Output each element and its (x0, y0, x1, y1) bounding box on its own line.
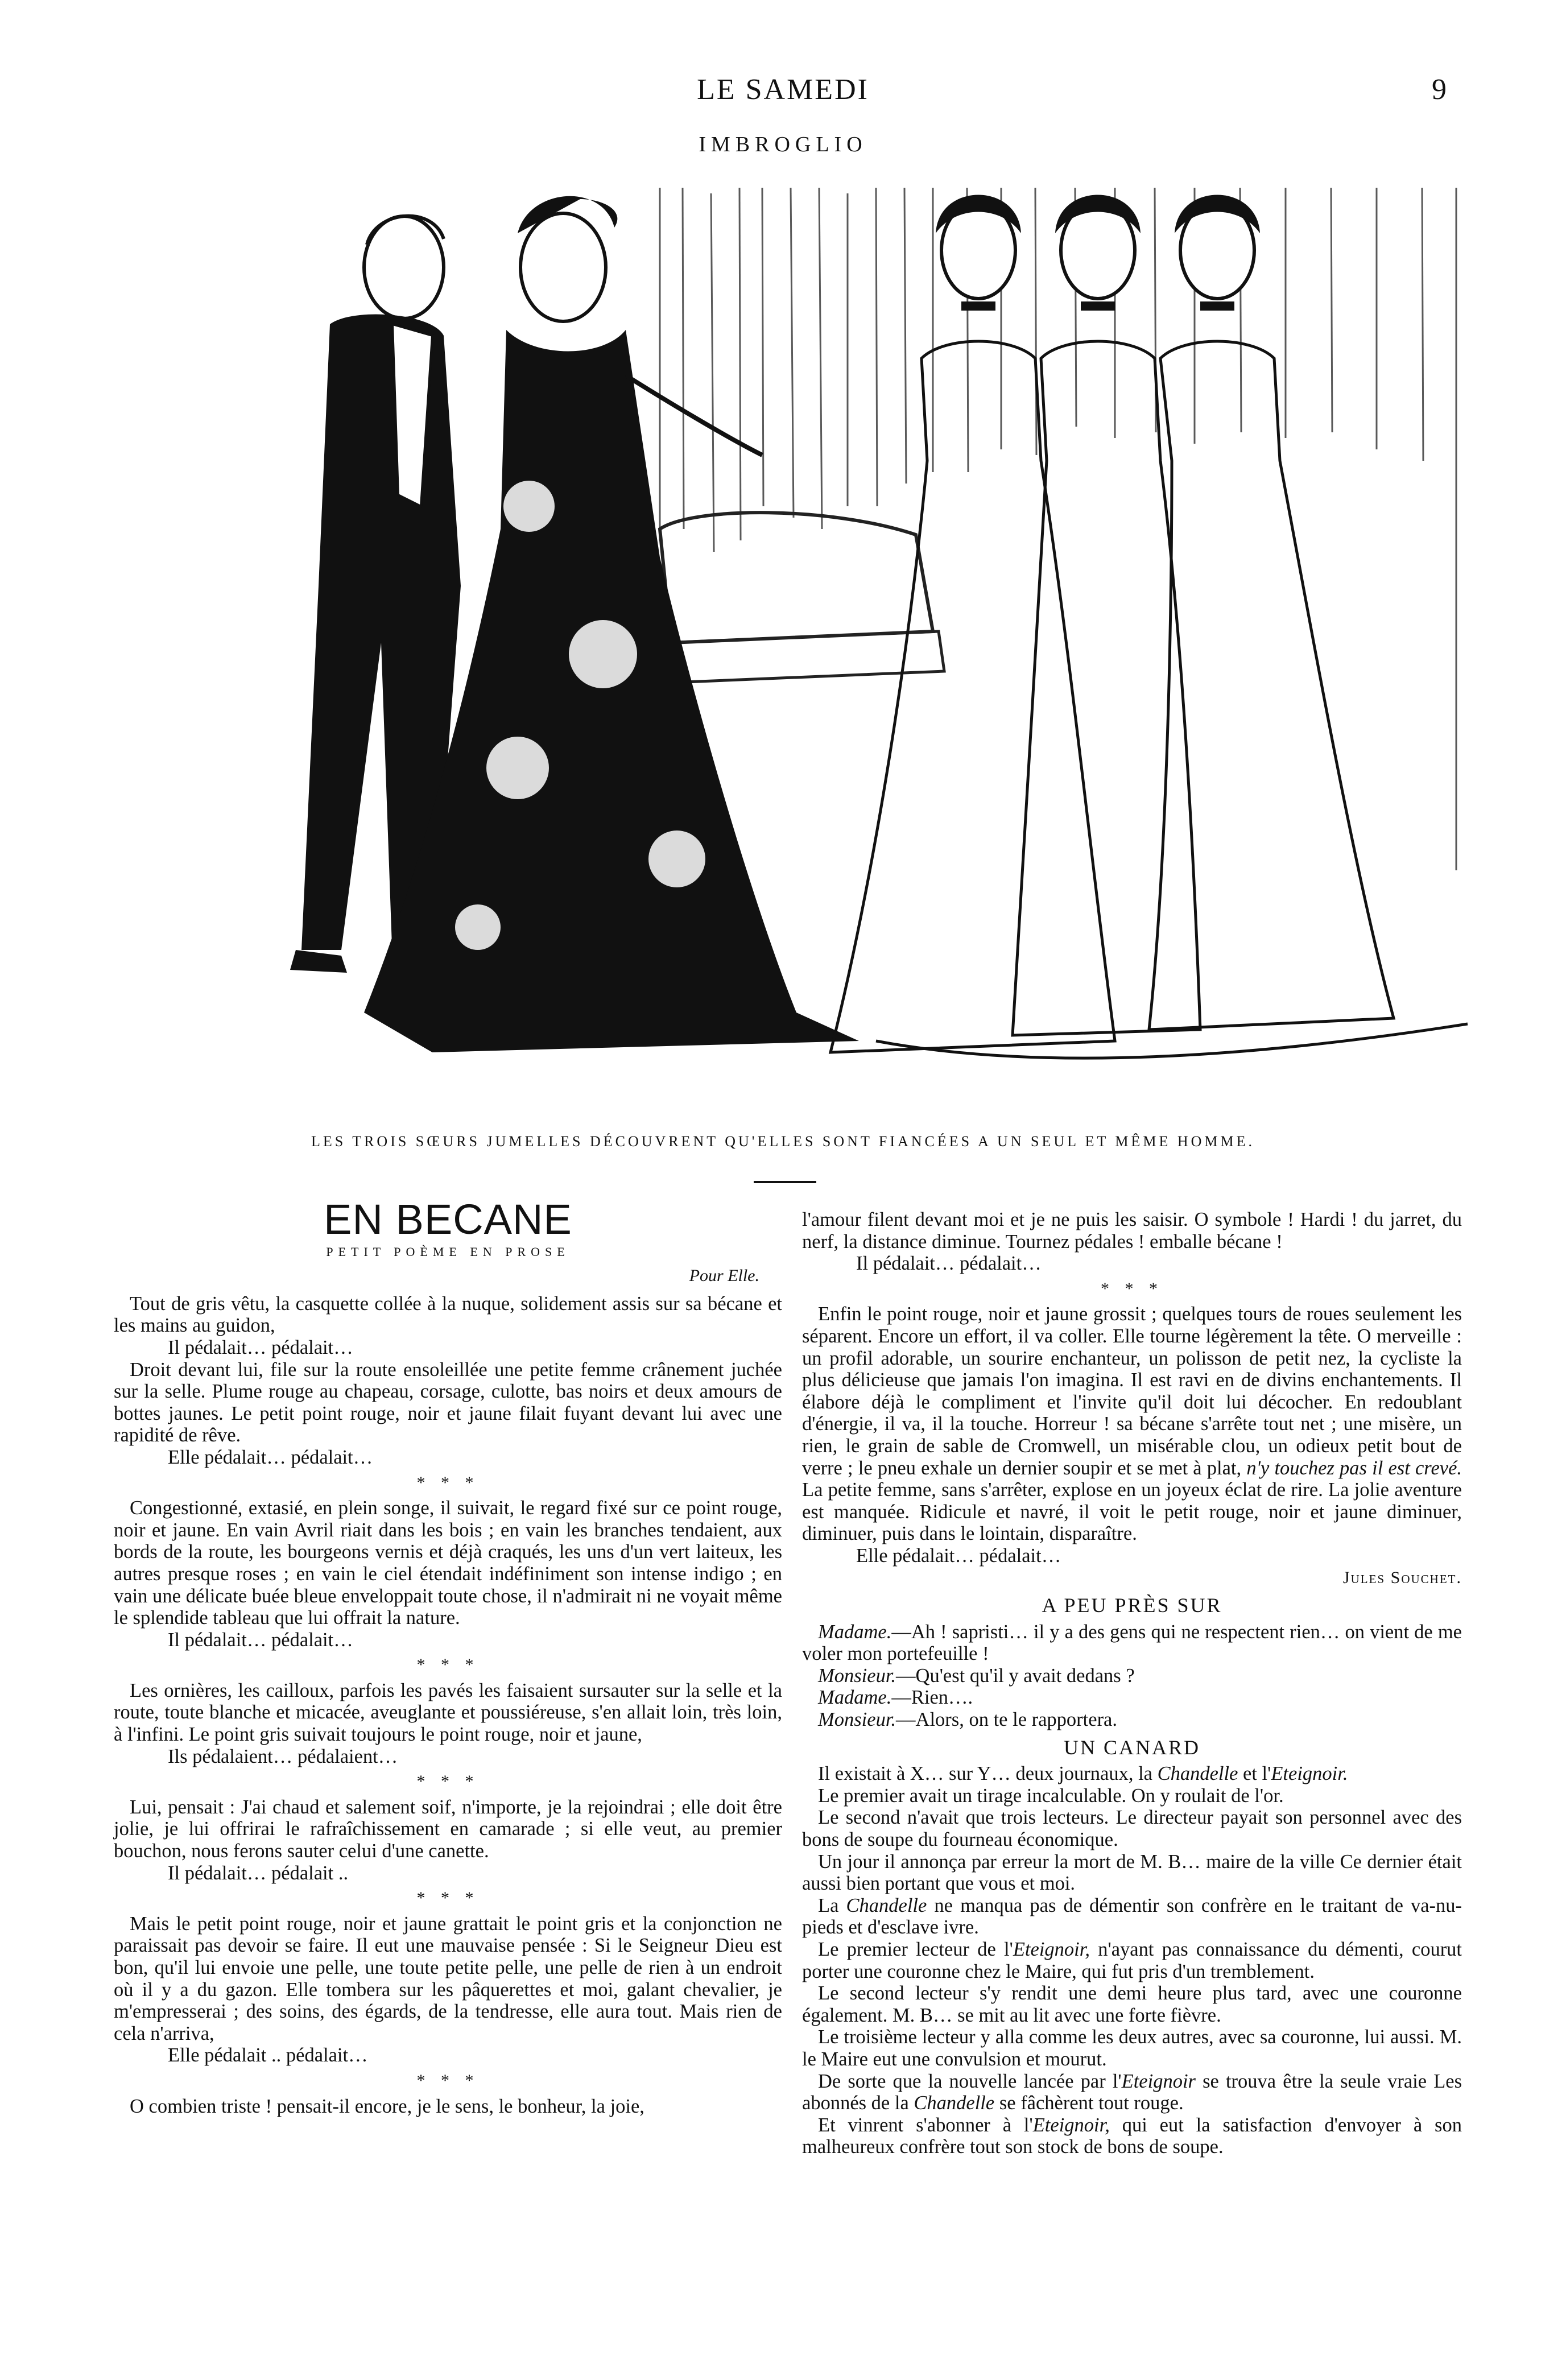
italic-run: Chandelle (846, 1894, 927, 1916)
article-title: UN CANARD (1063, 1736, 1200, 1759)
paragraph: Un jour il annonça par erreur la mort de M. B… maire de la ville Ce dernier était aussi bien portant que vous et moi. (802, 1850, 1462, 1895)
text-run: Et vinrent s'abonner à l' (818, 2114, 1033, 2136)
dialogue-line (802, 1709, 1462, 1731)
refrain: Il pédalait… pédalait… (856, 1253, 1042, 1275)
text-run: ne manqua pas de démentir son confrère en le traitant de va-nu-pieds et d'esclave ivre. (802, 1894, 1462, 1939)
author-signature: Jules Souchet. (1342, 1568, 1462, 1587)
speaker: Madame. (818, 1621, 892, 1643)
italic-run: Eteignoir. (1271, 1763, 1348, 1785)
refrain: Elle pédalait… pédalait… (856, 1544, 1061, 1567)
speaker: Monsieur. (818, 1709, 896, 1731)
dialogue-line (802, 1665, 1462, 1687)
italic-run: Chandelle (1157, 1763, 1238, 1785)
paragraph (802, 1303, 1462, 1545)
refrain: Elle pédalait… pédalait… (168, 1446, 373, 1468)
refrain: Ils pédalaient… pédalaient… (168, 1745, 398, 1767)
text-run: Le premier lecteur de l' (818, 1939, 1013, 1960)
section-separator: * * * (1101, 1279, 1163, 1298)
paragraph: Lui, pensait : J'ai chaud et salement soif, n'importe, je la rejoindrai ; elle doit être jolie, je lui offrirai le rafraîchissement en camarade ; si elle veut, au premier bouchon, nous ferons sauter celui d'une canette. (114, 1796, 782, 1862)
refrain: Il pédalait… pédalait… (168, 1629, 353, 1651)
paragraph: Le second lecteur s'y rendit une demi heure plus tard, avec une couronne également. M. B… se mit au lit avec une forte fièvre. (802, 1982, 1462, 2026)
section-separator: * * * (416, 2071, 480, 2090)
text-run: Il existait à X… sur Y… deux journaux, la (818, 1763, 1152, 1785)
line-text: —Rien…. (891, 1687, 973, 1709)
text-run: qui eut la satisfaction d'envoyer à son malheureux confrère tout son stock de bons de soupe. (802, 2114, 1462, 2158)
paragraph (802, 2114, 1462, 2158)
paragraph: Tout de gris vêtu, la casquette collée à la nuque, solidement assis sur sa bécane et les mains au guidon, (114, 1292, 782, 1337)
section-separator: * * * (416, 1772, 480, 1791)
italic-run: Eteignoir, (1032, 2114, 1110, 2136)
text-run: se fâchèrent tout rouge. (999, 2092, 1184, 2114)
article-subtitle: PETIT POÈME EN PROSE (326, 1244, 570, 1259)
line-text: —Qu'est qu'il y avait dedans ? (896, 1664, 1135, 1687)
paragraph: Congestionné, extasié, en plein songe, il suivait, le regard fixé sur ce point rouge, noir et jaune. En vain Avril riait dans les bois ; en vain les branches tendaient, aux bords de la route, les bourgeons vernis et déjà craqués, les uns d'un vert laiteux, les autres presque roses ; en vain le ciel étendait indéfiniment son intense indigo ; en vain une délicate buée bleue enveloppait toute chose, il n'admirait ni ne voyait même le splendide tableau que lui offrait la nature. (114, 1497, 782, 1629)
italic-run: Eteignoir (1121, 2070, 1196, 2092)
refrain: Il pédalait… pédalait… (168, 1336, 353, 1358)
engraving-illustration-icon (262, 188, 1490, 1115)
article-title: EN BECANE (324, 1196, 572, 1243)
paragraph: Le premier avait un tirage incalculable. On y roulait de l'or. (818, 1784, 1284, 1807)
section-separator: * * * (416, 1889, 480, 1908)
text-run: La petite femme, sans s'arrêter, explose en un joyeux éclat de rire. La jolie aventure est manquée. Ridicule et navré, il voit le petit rouge, noir et jaune diminuer, diminuer, puis dans le lointain, disparaître. (802, 1479, 1462, 1545)
paragraph (802, 1939, 1462, 1982)
paragraph: Droit devant lui, file sur la route ensoleillée une petite femme crânement juchée sur la selle. Plume rouge au chapeau, corsage, culotte, bas noirs et deux amours de bottes jaunes. Le petit point rouge, noir et jaune filait fuyant devant lui avec une rapidité de rêve. (114, 1358, 782, 1447)
left-column (114, 1196, 782, 2117)
article-dedication: Pour Elle. (689, 1266, 759, 1286)
paragraph: Le troisième lecteur y alla comme les deux autres, avec sa couronne, lui aussi. M. le Maire eut une convulsion et mourut. (802, 2026, 1462, 2070)
illustration-caption: LES TROIS SŒURS JUMELLES DÉCOUVRENT QU'ELLES SONT FIANCÉES A UN SEUL ET MÊME HOMME. (311, 1133, 1255, 1150)
line-text: —Ah ! sapristi… il y a des gens qui ne respectent rien… on vient de me voler mon portefeuille ! (802, 1621, 1462, 1665)
dialogue-line (802, 1687, 1462, 1709)
dialogue-line (802, 1621, 1462, 1665)
text-run: se trouva être la seule vraie Les abonnés de la (802, 2070, 1462, 2114)
text-run: n'ayant pas connaissance du démenti, courut porter une couronne chez le Maire, qui fut pris d'un tremblement. (802, 1939, 1462, 1982)
article-title: A PEU PRÈS SUR (1042, 1594, 1222, 1617)
refrain: Elle pédalait .. pédalait… (168, 2044, 368, 2067)
divider-rule (754, 1181, 816, 1183)
speaker: Madame. (818, 1687, 892, 1709)
paragraph: Les ornières, les cailloux, parfois les pavés les faisaient sursauter sur la selle et la route, toute blanche et micacée, aveuglante et poussiéreuse, s'en allait loin, très loin, à l'infini. Le point gris suivait toujours le point rouge, noir et jaune, (114, 1679, 782, 1746)
italic-run: n'y touchez pas il est crevé. (1246, 1457, 1462, 1479)
speaker: Monsieur. (818, 1664, 896, 1687)
journal-title: LE SAMEDI (697, 73, 869, 106)
italic-run: Chandelle (914, 2092, 995, 2114)
paragraph: l'amour filent devant moi et je ne puis les saisir. O symbole ! Hardi ! du jarret, du nerf, la distance diminue. Tournez pédales ! emballe bécane ! (802, 1209, 1462, 1253)
paragraph (802, 1895, 1462, 1939)
italic-run: Eteignoir, (1013, 1939, 1090, 1960)
section-separator: * * * (416, 1473, 480, 1492)
right-column (802, 1209, 1462, 2158)
text-run: Enfin le point rouge, noir et jaune grossit ; quelques tours de roues seulement les séparent. Encore un effort, il va coller. Elle tourne légèrement la tête. O merveille : un profil adorable, un sourire enchanteur, un polisson de petit nez, la cycliste la plus délicieuse que jamais l'on imagina. Il est ravi en de divins enchantements. Il élabore déjà le compliment et l'invite qu'il doit lui décocher. En redoublant d'énergie, il va, il la touche. Horreur ! sa bécane s'arrête tout net ; une misère, un rien, le grain de sable de Cromwell, un misérable clou, un odieux petit bout de verre ; le pneu exhale un dernier soupir et se met à plat, (802, 1303, 1462, 1479)
text-run: De sorte que la nouvelle lancée par l' (818, 2070, 1122, 2092)
page-number: 9 (1432, 73, 1447, 106)
paragraph (802, 2071, 1462, 2114)
paragraph: Mais le petit point rouge, noir et jaune grattait le point gris et la conjonction ne paraissait pas devoir se faire. Il eut une mauvaise pensée : Si le Seigneur Dieu est bon, qu'il lui envoie une pelle, une toute petite pelle, une pelle de rien à un endroit où il y a du gazon. Elle tombera sur les pâquerettes et moi, galant chevalier, je m'empresserai ; des soins, des égards, de la tendresse, elle aura tout. Mais rien de cela n'arriva, (114, 1912, 782, 2044)
line-text: —Alors, on te le rapportera. (896, 1709, 1117, 1731)
refrain: Il pédalait… pédalait .. (168, 1862, 349, 1884)
text-run: La (818, 1894, 839, 1916)
paragraph (802, 1763, 1462, 1785)
masthead (0, 73, 1566, 118)
paragraph: Le second n'avait que trois lecteurs. Le directeur payait son personnel avec des bons de soupe du fourneau économique. (802, 1807, 1462, 1851)
text-run: et l' (1243, 1763, 1271, 1785)
section-separator: * * * (416, 1655, 480, 1675)
paragraph: O combien triste ! pensait-il encore, je le sens, le bonheur, la joie, (130, 2095, 644, 2117)
section-title: IMBROGLIO (699, 133, 867, 156)
